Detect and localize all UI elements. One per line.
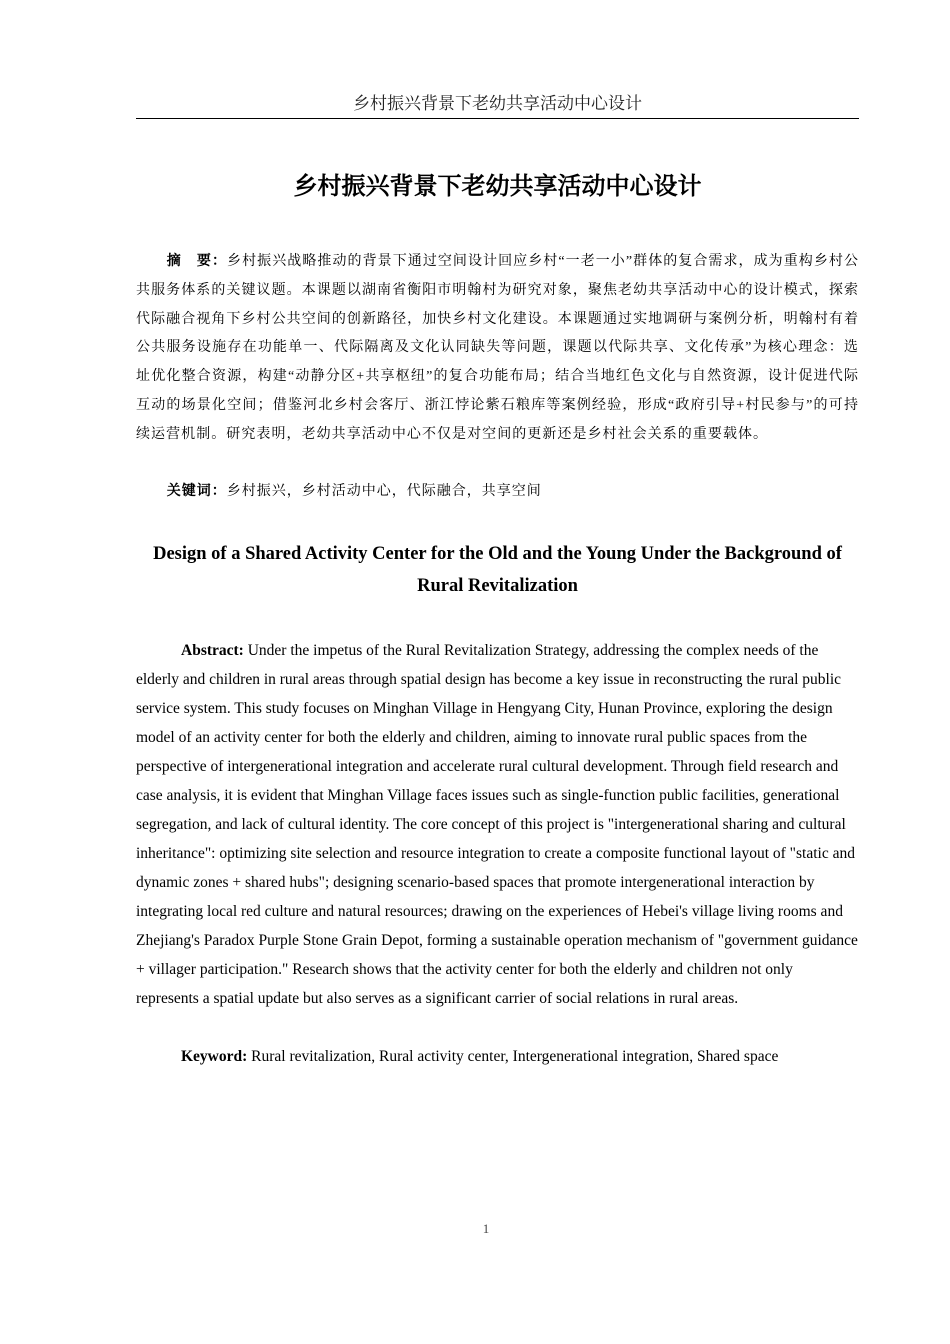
running-header: 乡村振兴背景下老幼共享活动中心设计 — [353, 94, 642, 113]
chinese-keywords-text: 乡村振兴，乡村活动中心，代际融合，共享空间 — [226, 484, 542, 499]
page-number: 1 — [482, 1221, 490, 1236]
chinese-keywords-label: 关键词： — [166, 484, 227, 499]
english-keywords-label: Keyword: — [181, 1048, 248, 1065]
chinese-title: 乡村振兴背景下老幼共享活动中心设计 — [293, 172, 702, 200]
english-keywords — [136, 1042, 859, 1071]
english-title: Design of a Shared Activity Center for the Old and the Young Under the Background of Rural Revitalization — [153, 544, 842, 596]
chinese-abstract — [136, 248, 859, 450]
chinese-keywords — [136, 478, 859, 506]
english-abstract-text: Under the impetus of the Rural Revitalization Strategy, addressing the complex needs of the elderly and children in rural areas through spatial design has become a key issue in reconstructing the rural public service system. This study focuses on Minghan Village in Hengyang City, Hunan Province, exploring the design model of an activity center for both the elderly and children, aiming to innovate rural public spaces from the perspective of intergenerational integration and accelerate rural cultural development. Through field research and case analysis, it is evident that Minghan Village faces issues such as single-function public facilities, generational segregation, and lack of cultural identity. The core concept of this project is "intergenerational sharing and cultural inheritance": optimizing site selection and resource integration to create a composite functional layout of "static and dynamic zones + shared hubs"; designing scenario-based spaces that promote intergenerational interaction by integrating local red culture and natural resources; drawing on the experiences of Hebei's village living rooms and Zhejiang's Paradox Purple Stone Grain Depot, forming a sustainable operation mechanism of "government guidance + villager participation." Research shows that the activity center for both the elderly and children not only represents a spatial update but also serves as a significant carrier of social relations in rural areas. — [136, 642, 858, 1007]
english-keywords-text: Rural revitalization, Rural activity center, Intergenerational integration, Shared space — [251, 1048, 779, 1065]
header-divider — [136, 118, 859, 119]
english-abstract-label: Abstract: — [181, 642, 244, 659]
chinese-abstract-label: 摘 要： — [166, 254, 228, 269]
english-abstract — [136, 636, 859, 1013]
chinese-abstract-text: 乡村振兴战略推动的背景下通过空间设计回应乡村“一老一小”群体的复合需求，成为重构乡村公共服务体系的关键议题。本课题以湖南省衡阳市明翰村为研究对象，聚焦老幼共享活动中心的设计模式，探索代际融合视角下乡村公共空间的创新路径，加快乡村文化建设。本课题通过实地调研与案例分析，明翰村有着公共服务设施存在功能单一、代际隔离及文化认同缺失等问题，课题以代际共享、文化传承”为核心理念：选址优化整合资源，构建“动静分区+共享枢纽”的复合功能布局；结合当地红色文化与自然资源，设计促进代际互动的场景化空间；借鉴河北乡村会客厅、浙江悖论紫石粮库等案例经验，形成“政府引导+村民参与”的可持续运营机制。研究表明，老幼共享活动中心不仅是对空间的更新还是乡村社会关系的重要载体。 — [136, 254, 860, 442]
